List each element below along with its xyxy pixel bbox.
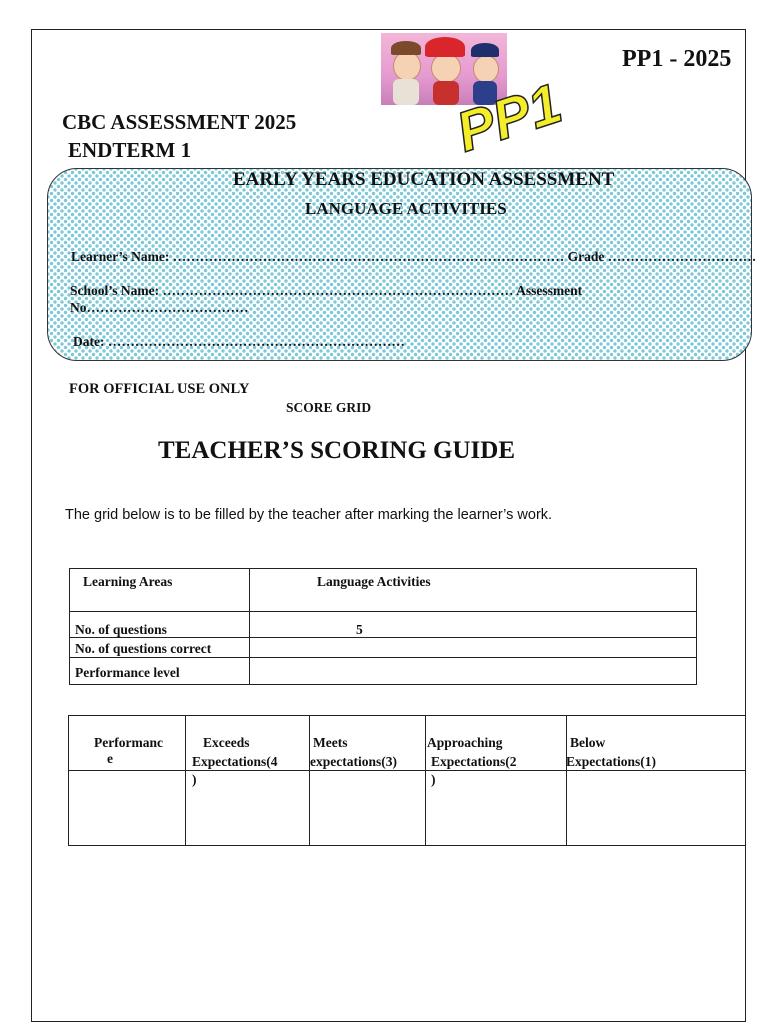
correct-answers-cell[interactable] — [249, 637, 697, 658]
score-grid-label: SCORE GRID — [286, 400, 372, 415]
row-value: 5 — [356, 622, 363, 637]
header-label: Expectations(4 — [192, 754, 278, 769]
table-cell[interactable] — [309, 770, 426, 846]
panel-title: EARLY YEARS EDUCATION ASSESSMENT — [233, 169, 615, 190]
table-cell[interactable] — [68, 770, 186, 846]
header-label: Approaching — [427, 735, 503, 750]
row-label: Learning Areas — [83, 574, 173, 589]
svg-text:PP1: PP1 — [448, 70, 569, 164]
header-label: Meets — [313, 735, 348, 750]
assessment-term: ENDTERM 1 — [68, 138, 192, 162]
header-label: Expectations(2 — [431, 754, 517, 769]
performance-level-cell[interactable] — [249, 657, 697, 685]
panel-subject: LANGUAGE ACTIVITIES — [305, 199, 507, 218]
row-label: No. of questions correct — [75, 641, 212, 656]
header-label: Below — [570, 735, 606, 750]
header-label: ) — [192, 772, 197, 787]
scoring-guide-intro: The grid below is to be filled by the teacher after marking the learner’s work. — [65, 507, 553, 523]
official-use-label: FOR OFFICIAL USE ONLY — [69, 381, 250, 397]
header-label: expectations(3) — [310, 754, 397, 769]
row-label: Performance level — [75, 665, 180, 680]
table-cell[interactable] — [566, 770, 746, 846]
table-cell — [249, 611, 697, 638]
learner-name-field[interactable]: Learner’s Name: …………………………………………………………………………… Grade …………………………… — [71, 249, 757, 264]
scoring-guide-title: TEACHER’S SCORING GUIDE — [158, 437, 516, 464]
date-field[interactable]: Date: ………………………………………………………… — [73, 334, 405, 349]
header-label: Expectations(1) — [566, 754, 656, 769]
header-label: Performanc — [94, 735, 163, 750]
assessment-title: CBC ASSESSMENT 2025 — [62, 110, 297, 134]
pp1-logo — [446, 62, 569, 167]
header-label: ) — [431, 772, 436, 787]
table-cell[interactable] — [425, 770, 567, 846]
document-code: PP1 - 2025 — [622, 46, 732, 72]
table-cell[interactable] — [185, 770, 310, 846]
header-label: Exceeds — [203, 735, 250, 750]
row-value: Language Activities — [317, 574, 431, 589]
assessment-no-field[interactable]: No……………………………… — [70, 300, 249, 315]
school-name-field[interactable]: School’s Name: …………………………………………………………………… Assessment — [70, 283, 583, 298]
row-label: No. of questions — [75, 622, 167, 637]
header-label: e — [107, 751, 113, 766]
